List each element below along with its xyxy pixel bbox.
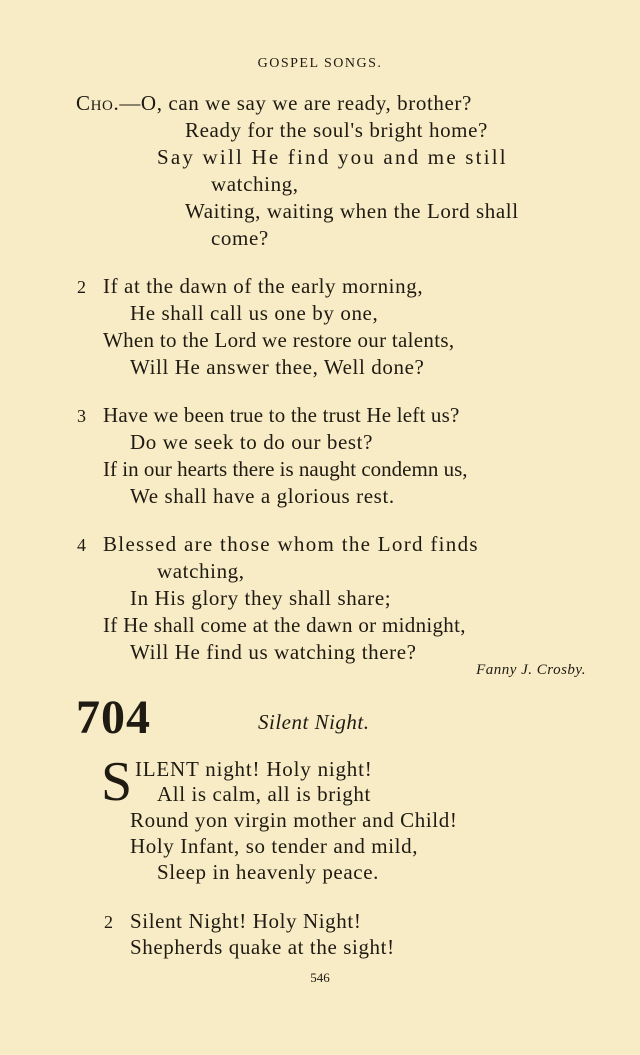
- hymn-title: Silent Night.: [258, 710, 370, 734]
- hymn-line-3: Round yon virgin mother and Child!: [130, 808, 458, 832]
- running-header: GOSPEL SONGS.: [257, 56, 383, 71]
- author-attribution: Fanny J. Crosby.: [476, 662, 586, 678]
- hymn-line-1: ILENT night! Holy night!: [135, 757, 373, 781]
- hymn-verse-2-number: 2: [104, 912, 113, 932]
- verse-2-line-2: He shall call us one by one,: [130, 301, 379, 325]
- hymn-line-4: Holy Infant, so tender and mild,: [130, 834, 419, 858]
- drop-cap: S: [101, 751, 133, 813]
- hymn-number: 704: [76, 691, 151, 744]
- verse-3-line-1: Have we been true to the trust He left us?: [103, 403, 460, 427]
- hymn-line-2: All is calm, all is bright: [157, 782, 371, 806]
- chorus-line-5: Waiting, waiting when the Lord shall: [185, 199, 519, 223]
- verse-2-line-1: If at the dawn of the early morning,: [103, 274, 424, 298]
- chorus-first-line: [76, 90, 472, 116]
- verse-4-number: 4: [77, 535, 86, 555]
- verse-2-line-3: When to the Lord we restore our talents,: [103, 328, 455, 352]
- verse-3-number: 3: [77, 406, 86, 426]
- verse-4-line-4: If He shall come at the dawn or midnight,: [103, 613, 466, 637]
- verse-3-line-2: Do we seek to do our best?: [130, 430, 374, 454]
- chorus-label: Cho.: [76, 91, 120, 115]
- verse-3-line-3: If in our hearts there is naught condemn us,: [103, 457, 468, 481]
- chorus-line-1: —O, can we say we are ready, brother?: [119, 91, 472, 115]
- verse-3-line-4: We shall have a glorious rest.: [130, 484, 395, 508]
- chorus-line-3: Say will He find you and me still: [157, 145, 508, 169]
- chorus-line-2: Ready for the soul's bright home?: [185, 118, 488, 142]
- verse-4-line-2: watching,: [157, 559, 245, 583]
- verse-2-line-4: Will He answer thee, Well done?: [130, 355, 425, 379]
- hymn-line-5: Sleep in heavenly peace.: [157, 860, 379, 884]
- page-number: 546: [310, 970, 330, 985]
- chorus-line-6: come?: [211, 226, 269, 250]
- hymn-verse-2-line-1: Silent Night! Holy Night!: [130, 909, 362, 933]
- verse-2-number: 2: [77, 277, 86, 297]
- verse-4-line-1: Blessed are those whom the Lord finds: [103, 532, 479, 556]
- verse-4-line-5: Will He find us watching there?: [130, 640, 417, 664]
- hymn-verse-2-line-2: Shepherds quake at the sight!: [130, 935, 395, 959]
- chorus-line-4: watching,: [211, 172, 299, 196]
- verse-4-line-3: In His glory they shall share;: [130, 586, 392, 610]
